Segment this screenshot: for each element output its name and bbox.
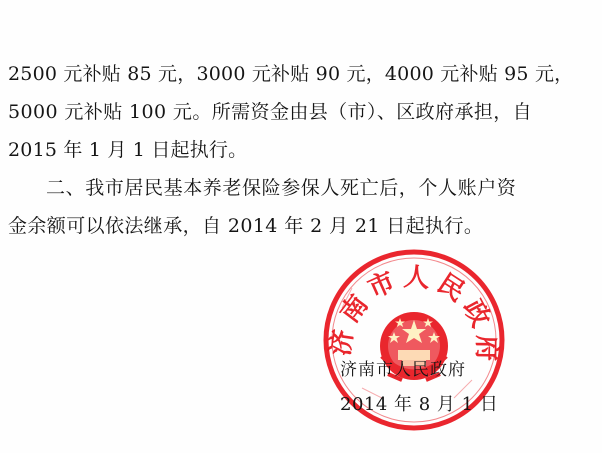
paragraph-line-1: 2500 元补贴 85 元，3000 元补贴 90 元，4000 元补贴 95 元， [8,63,574,85]
seal-text: 济南市人民政府 [325,262,502,368]
issuer-name: 济南市人民政府 [340,360,466,380]
paragraph-line-5: 金余额可以依法继承，自 2014 年 2 月 21 日起执行。 [8,215,484,237]
paragraph-line-2: 5000 元补贴 100 元。所需资金由县（市）、区政府承担，自 [8,101,533,123]
issue-date: 2014 年 8 月 1 日 [340,394,499,415]
paragraph-line-3: 2015 年 1 月 1 日起执行。 [8,139,248,161]
paragraph-line-4: 二、我市居民基本养老保险参保人死亡后，个人账户资 [46,177,517,199]
